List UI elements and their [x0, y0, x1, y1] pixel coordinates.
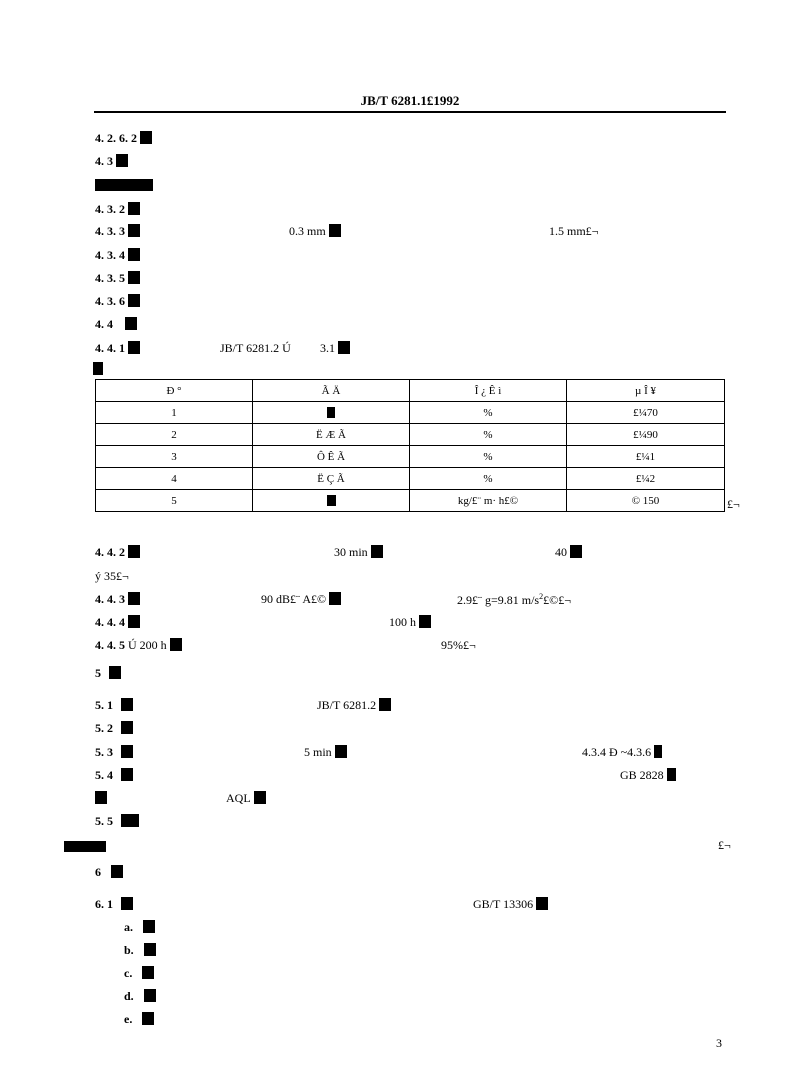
garbled-glyph: [64, 841, 106, 852]
table-cell: 5: [96, 490, 253, 512]
text-fragment: [289, 224, 341, 239]
text-fragment: [389, 615, 431, 630]
table-header: Ã Ä: [253, 380, 410, 402]
clause-number: 4. 4. 5: [95, 638, 125, 652]
clause-4-4-2: [95, 545, 140, 560]
clause-4-2-6-2: [95, 131, 152, 146]
clause-4-4: [95, 317, 137, 332]
clause-number: 4. 3. 6: [95, 294, 125, 308]
garbled-glyph: [570, 545, 582, 558]
table-row: [96, 446, 725, 468]
table-cell: 1: [96, 402, 253, 424]
garbled-glyph: [128, 202, 140, 215]
garbled-glyph: [121, 897, 133, 910]
clause-number: 4. 3. 4: [95, 248, 125, 262]
garbled-glyph: [128, 592, 140, 605]
clause-4-4-4: [95, 615, 140, 630]
garbled-glyph: [111, 865, 123, 878]
clause-number: 5. 1: [95, 698, 113, 712]
garbled-glyph: [144, 943, 156, 956]
text-fragment: 1.5 mm£¬: [549, 224, 599, 238]
text-fragment: [582, 745, 662, 760]
header-rule: [94, 111, 726, 113]
garbled-glyph: [128, 341, 140, 354]
table-cell: £¼90: [567, 424, 725, 446]
spec-table: [95, 379, 725, 512]
garbled-glyph: [379, 698, 391, 711]
fragment-text: 2.9£¨ g=9.81 m/s: [457, 593, 540, 607]
document-header: JB/T 6281.1£1992: [360, 93, 460, 108]
clause-4-4-3: [95, 592, 140, 607]
garbled-glyph: [419, 615, 431, 628]
garbled-glyph: [125, 317, 137, 330]
list-item-a: [124, 920, 155, 935]
fragment-text: JB/T 6281.2: [317, 698, 377, 712]
garbled-glyph: [327, 407, 335, 418]
clause-5-1: [95, 698, 133, 713]
text-fragment: [555, 545, 582, 560]
table-cell: © 150: [567, 490, 725, 512]
fragment-text: 40: [555, 545, 567, 559]
text-fragment: [317, 698, 391, 713]
clause-number: 6. 1: [95, 897, 113, 911]
clause-number: 5. 5: [95, 814, 113, 828]
garbled-glyph: [128, 545, 140, 558]
garbled-glyph: [142, 1012, 154, 1025]
list-item-b: [124, 943, 156, 958]
clause-number: 4. 2. 6. 2: [95, 131, 137, 145]
text-fragment: [457, 592, 571, 608]
list-marker: b.: [124, 943, 134, 957]
list-marker: c.: [124, 966, 133, 980]
clause-number: 5. 2: [95, 721, 113, 735]
clause-4-3-5: [95, 271, 140, 286]
clause-5-3: [95, 745, 133, 760]
list-marker: e.: [124, 1012, 133, 1026]
garbled-glyph: [116, 154, 128, 167]
table-row: [96, 490, 725, 512]
table-header: Ð °: [96, 380, 253, 402]
table-cell: £¼2: [567, 468, 725, 490]
fragment-text: 5 min: [304, 745, 332, 759]
garbled-glyph: [338, 341, 350, 354]
garbled-glyph: [128, 224, 140, 237]
garbled-line: [64, 839, 106, 854]
table-header: µ Î ¥: [567, 380, 725, 402]
list-marker: d.: [124, 989, 134, 1003]
table-cell: %: [410, 402, 567, 424]
table-cell: Ë Ç Ã: [253, 468, 410, 490]
table-trailing: £¬: [727, 497, 740, 511]
table-row: [96, 468, 725, 490]
superscript: 2: [539, 592, 544, 601]
garbled-glyph: [371, 545, 383, 558]
fragment-text: Ú 200 h: [128, 638, 167, 652]
garbled-line: [95, 178, 153, 193]
text-fragment: [620, 768, 676, 783]
fragment-text: 30 min: [334, 545, 368, 559]
garbled-glyph: [93, 362, 103, 375]
clause-number: 4. 3. 2: [95, 202, 125, 216]
table-row: [96, 424, 725, 446]
text-fragment: JB/T 6281.2 Ú: [220, 341, 291, 355]
list-item-d: [124, 989, 156, 1004]
garbled-glyph: [329, 224, 341, 237]
table-cell: 3: [96, 446, 253, 468]
garbled-glyph: [667, 768, 676, 781]
garbled-glyph: [536, 897, 548, 910]
clause-number: 6: [95, 865, 101, 879]
clause-number: 4. 4. 1: [95, 341, 125, 355]
clause-number: 4. 4. 2: [95, 545, 125, 559]
table-cell: Ë Æ Ã: [253, 424, 410, 446]
garbled-glyph: [128, 294, 140, 307]
clause-number: 5. 3: [95, 745, 113, 759]
garbled-glyph: [121, 721, 133, 734]
garbled-glyph: [121, 768, 133, 781]
fragment-text: 3.1: [320, 341, 335, 355]
garbled-glyph: [142, 966, 154, 979]
clause-5-4: [95, 768, 133, 783]
fragment-text: GB 2828: [620, 768, 664, 782]
text-fragment: ý 35£¬: [95, 569, 129, 583]
garbled-glyph: [121, 698, 133, 711]
garbled-glyph: [128, 615, 140, 628]
garbled-glyph: [654, 745, 662, 758]
clause-5-2: [95, 721, 133, 736]
garbled-line: [93, 362, 103, 377]
table-cell: £¼1: [567, 446, 725, 468]
text-fragment: [473, 897, 548, 912]
fragment-text: 0.3 mm: [289, 224, 326, 238]
garbled-glyph: [95, 179, 153, 191]
garbled-glyph: [109, 666, 121, 679]
clause-4-3-6: [95, 294, 140, 309]
text-fragment: 95%£¬: [441, 638, 476, 652]
table-cell: %: [410, 446, 567, 468]
garbled-glyph: [335, 745, 347, 758]
text-fragment: [304, 745, 347, 760]
clause-4-4-5: [95, 638, 182, 653]
table-cell: %: [410, 468, 567, 490]
garbled-glyph: [121, 814, 139, 827]
list-item-c: [124, 966, 154, 981]
fragment-text: AQL: [226, 791, 251, 805]
clause-number: 4. 3. 3: [95, 224, 125, 238]
table-cell: Ô Ê Ã: [253, 446, 410, 468]
fragment-text: 100 h: [389, 615, 416, 629]
clause-4-4-1: [95, 341, 140, 356]
garbled-glyph: [143, 920, 155, 933]
garbled-glyph: [144, 989, 156, 1002]
clause-number: 5: [95, 666, 101, 680]
garbled-glyph: [327, 495, 336, 506]
clause-number: 4. 4. 4: [95, 615, 125, 629]
clause-number: 4. 4: [95, 317, 113, 331]
garbled-glyph: [329, 592, 341, 605]
clause-number: 5. 4: [95, 768, 113, 782]
fragment-text: £©£¬: [543, 593, 571, 607]
table-cell: 4: [96, 468, 253, 490]
garbled-glyph: [121, 745, 133, 758]
garbled-glyph: [95, 791, 107, 804]
text-fragment: [334, 545, 383, 560]
page-number: 3: [716, 1036, 722, 1050]
table-cell: [253, 490, 410, 512]
table-cell: kg/£¨ m· h£©: [410, 490, 567, 512]
list-marker: a.: [124, 920, 133, 934]
table-cell: £¼70: [567, 402, 725, 424]
table-header: Î ¿ Ê ì: [410, 380, 567, 402]
table-cell: %: [410, 424, 567, 446]
text-fragment: [261, 592, 341, 607]
clause-5-5: [95, 814, 139, 829]
list-item-e: [124, 1012, 154, 1027]
table-cell: 2: [96, 424, 253, 446]
text-fragment: £¬: [718, 838, 731, 852]
table-row: [96, 402, 725, 424]
section-6: [95, 865, 123, 880]
text-fragment: [320, 341, 350, 356]
clause-6-1: [95, 897, 133, 912]
garbled-glyph: [128, 248, 140, 261]
clause-number: 4. 4. 3: [95, 592, 125, 606]
fragment-text: 90 dB£¨ A£©: [261, 592, 327, 606]
garbled-glyph: [140, 131, 152, 144]
fragment-text: 4.3.4 Ð ~4.3.6: [582, 745, 652, 759]
garbled-glyph: [170, 638, 182, 651]
table-header-row: [96, 380, 725, 402]
clause-4-3-3: [95, 224, 140, 239]
garbled-glyph: [254, 791, 266, 804]
clause-number: 4. 3: [95, 154, 113, 168]
clause-4-3-2: [95, 202, 140, 217]
fragment-text: GB/T 13306: [473, 897, 534, 911]
clause-number: 4. 3. 5: [95, 271, 125, 285]
text-fragment: [226, 791, 266, 806]
garbled-line: [95, 791, 107, 806]
clause-4-3-4: [95, 248, 140, 263]
section-5: [95, 666, 121, 681]
table-cell: [253, 402, 410, 424]
clause-4-3: [95, 154, 128, 169]
garbled-glyph: [128, 271, 140, 284]
